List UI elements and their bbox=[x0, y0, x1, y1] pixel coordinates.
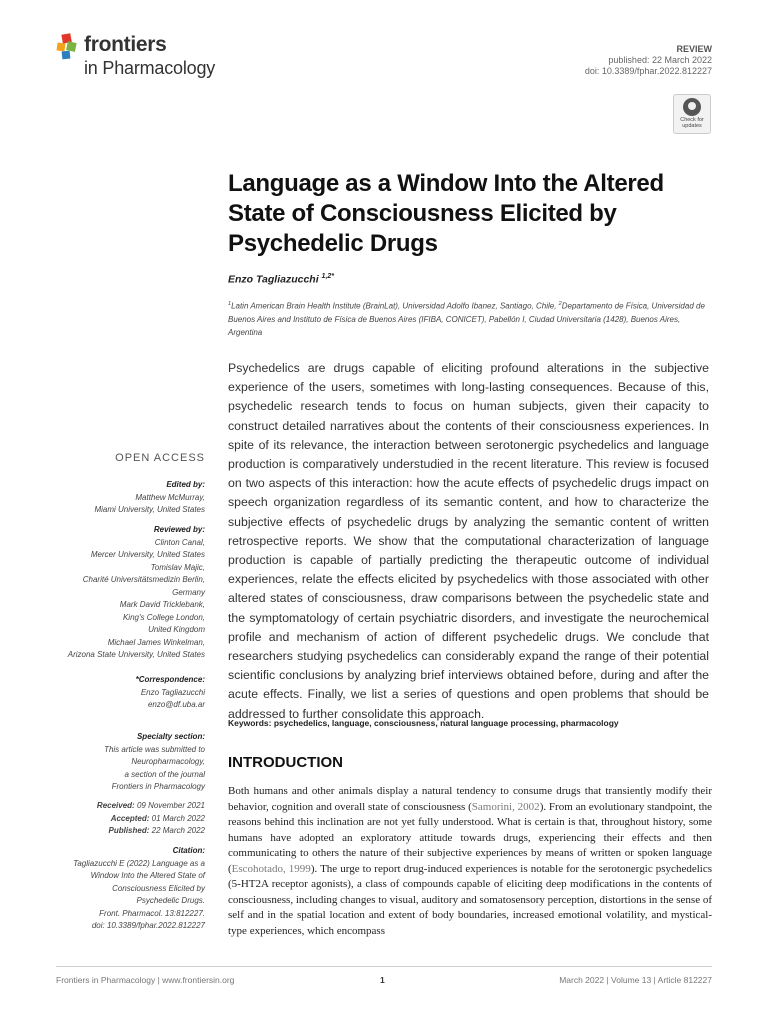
accepted-label: Accepted: bbox=[110, 813, 150, 823]
published-date-sidebar: 22 March 2022 bbox=[151, 826, 205, 835]
crossmark-icon bbox=[683, 98, 701, 116]
section-heading: INTRODUCTION bbox=[228, 754, 343, 771]
abstract: Psychedelics are drugs capable of eliciting profound alterations in the subjective experience of the users, sometimes with long-lasting consequences. Because of this, psychedelic research tends to focus on human subjects, given their capacity to construct detailed narratives about the contents of their consciousness experiences. In spite of its relevance, the interaction between serotonergic psychedelics and language production is comparatively understudied in the recent literature. This review is focused on two aspects of this interaction: how the acute effects of psychedelic drugs impact on speech organization regardless of its semantic content, and how to characterize the subjective effects of psychedelic drugs by analyzing the semantic content of written retrospective reports. We show that the computational characterization of language production is capable of partially predicting the therapeutic outcome of individual experiences, relate the effects elicited by psychedelics with those associated with other altered states of consciousness, draw comparisons between the psychedelic state and the symptomatology of certain psychiatric disorders, and investigate the neurochemical profile and mechanism of action of different psychedelic drugs. We conclude that researchers studying psychedelics can considerably expand the range of their potential scientific conclusions by analyzing brief interviews obtained before, during and after the acute effects. Finally, we list a series of questions and open problems that should be addressed to further consolidate this approach. bbox=[228, 361, 709, 721]
keywords: Keywords: psychedelics, language, consciousness, natural language processing, pharmacology bbox=[228, 718, 619, 728]
citation-line: Consciousness Elicited by bbox=[112, 883, 205, 893]
page-number: 1 bbox=[380, 975, 385, 985]
specialty-line: Frontiers in Pharmacology bbox=[111, 782, 205, 791]
edited-by-label: Edited by: bbox=[166, 480, 205, 489]
reviewer-affiliation: Arizona State University, United States bbox=[67, 650, 205, 659]
accepted-date: 01 March 2022 bbox=[151, 813, 205, 823]
frontiers-logo-icon bbox=[56, 32, 82, 62]
check-for-updates-button[interactable] bbox=[673, 94, 711, 134]
intro-text-1: Both humans and other animals display a natural tendency to consume drugs that transiently modify their behavior, cognition and overall state of consciousness ( bbox=[228, 785, 712, 813]
reviewer-affiliation: United Kingdom bbox=[148, 625, 205, 634]
received-row bbox=[56, 800, 205, 813]
published-label: Published: bbox=[108, 826, 150, 835]
journal-name: in Pharmacology bbox=[84, 58, 216, 78]
author-line bbox=[228, 273, 334, 286]
article-type: REVIEW bbox=[676, 44, 712, 54]
received-date: 09 November 2021 bbox=[136, 801, 205, 810]
citation-section bbox=[56, 845, 205, 933]
article-doi[interactable]: doi: 10.3389/fphar.2022.812227 bbox=[584, 66, 712, 76]
reviewed-by-label: Reviewed by: bbox=[153, 525, 205, 534]
correspondence-section bbox=[56, 674, 205, 712]
footer-issue-info: March 2022 | Volume 13 | Article 812227 bbox=[559, 975, 712, 985]
published-row bbox=[56, 825, 205, 838]
open-access-label: OPEN ACCESS bbox=[115, 452, 205, 464]
intro-text-3: ). The urge to report drug-induced experiences is notable for the serotonergic psychedelics (5-HT2A receptor agonists), a class of compounds capable of eliciting deep modifications in the contents of consciousness, including changes to visual, auditory and somatosensory perception, distortions in the sense of self and in the spatial location and extent of body boundaries, increased emotional volatility, and mystical-type experiences, which encompass bbox=[228, 862, 712, 937]
reviewer-name[interactable]: Clinton Canal, bbox=[154, 537, 205, 547]
citation-label: Citation: bbox=[172, 846, 205, 855]
reviewer-affiliation: Mercer University, United States bbox=[90, 550, 205, 559]
affiliation-mark-1: 1 bbox=[228, 301, 232, 307]
citation-line: Psychedelic Drugs. bbox=[136, 896, 205, 905]
specialty-section bbox=[56, 731, 205, 794]
citation-link[interactable]: Samorini, 2002 bbox=[471, 800, 540, 813]
footer-divider bbox=[56, 966, 712, 967]
specialty-line: a section of the journal bbox=[124, 769, 205, 779]
reviewer-affiliation: King's College London, bbox=[122, 612, 205, 622]
editor-affiliation: Miami University, United States bbox=[94, 505, 205, 514]
editor-name[interactable]: Matthew McMurray, bbox=[135, 492, 205, 502]
check-updates-label: Check for updates bbox=[680, 117, 704, 129]
citation-line: Tagliazucchi E (2022) Language as a bbox=[73, 858, 205, 868]
article-meta bbox=[585, 44, 712, 77]
received-label: Received: bbox=[96, 801, 135, 810]
footer-journal-link[interactable]: Frontiers in Pharmacology | www.frontiersin.org bbox=[56, 975, 235, 985]
specialty-label: Specialty section: bbox=[136, 732, 205, 741]
author-name[interactable]: Enzo Tagliazucchi bbox=[228, 273, 319, 286]
reviewer-name[interactable]: Michael James Winkelman, bbox=[107, 637, 205, 647]
correspondence-email[interactable]: enzo@df.uba.ar bbox=[147, 700, 205, 709]
edited-by-section bbox=[56, 479, 205, 517]
dates-section bbox=[56, 800, 205, 838]
reviewer-name[interactable]: Tomislav Majic, bbox=[150, 562, 205, 572]
affiliation-2: Departamento de Física, Universidad de Buenos Aires and Instituto de Física de Buenos Aires (IFIBA, CONICET), Pabellón I, Ciudad Universitaria (1428), Buenos Aires, Argentina bbox=[228, 301, 705, 337]
affiliation-1: Latin American Brain Health Institute (BrainLat), Universidad Adolfo Ibanez, Santiago, Chile, bbox=[231, 301, 559, 311]
journal-logo[interactable] bbox=[56, 32, 236, 82]
citation-line: Front. Pharmacol. 13:812227. bbox=[99, 908, 205, 918]
intro-text-2: ). From an evolutionary standpoint, the reasons behind this inclination are not yet fully understood. What is certain is that, throughout history, some humans have adopted an exploratory attitude towards drugs, experiencing their effects and then communicating to others the nature of their subjective experiences by means of written or spoken language ( bbox=[228, 800, 713, 875]
reviewed-by-section bbox=[56, 524, 205, 662]
reviewer-name[interactable]: Mark David Tricklebank, bbox=[119, 600, 205, 609]
intro-paragraph bbox=[228, 784, 712, 939]
article-title: Language as a Window Into the Altered State of Consciousness Elicited by Psychedelic Drugs bbox=[228, 170, 664, 257]
correspondence-label: *Correspondence: bbox=[135, 675, 205, 684]
citation-link[interactable]: Escohotado, 1999 bbox=[231, 862, 311, 875]
accepted-row bbox=[56, 813, 205, 826]
author-marks: 1,2* bbox=[321, 273, 335, 280]
citation-line: Window Into the Altered State of bbox=[90, 871, 205, 880]
citation-doi[interactable]: doi: 10.3389/fphar.2022.812227 bbox=[91, 921, 205, 930]
published-date: published: 22 March 2022 bbox=[608, 55, 712, 65]
reviewer-affiliation: Charité Universitätsmedizin Berlin, bbox=[82, 575, 205, 584]
specialty-line: Neuropharmacology, bbox=[131, 757, 205, 766]
journal-brand: frontiers bbox=[84, 33, 167, 56]
correspondence-name: Enzo Tagliazucchi bbox=[140, 687, 205, 697]
affiliation-mark-2: 2 bbox=[558, 301, 562, 307]
reviewer-affiliation: Germany bbox=[172, 587, 205, 597]
specialty-line: This article was submitted to bbox=[104, 744, 205, 754]
affiliations bbox=[228, 298, 712, 339]
